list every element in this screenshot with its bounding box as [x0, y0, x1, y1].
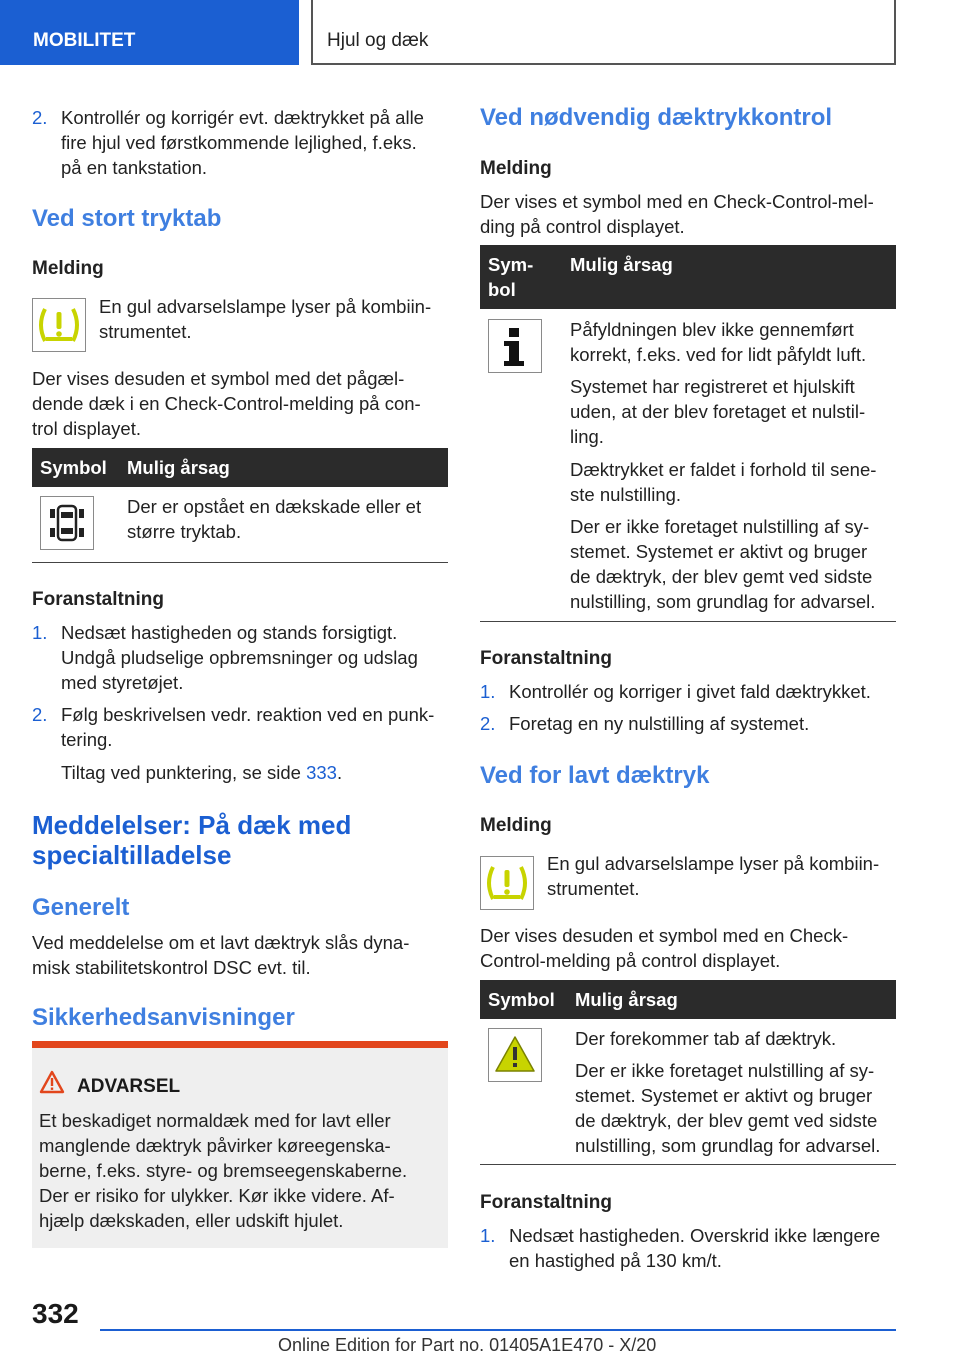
table-cell: stemet. Systemet er aktivt og bruger: [575, 1085, 873, 1106]
heading-lavt-daektryk: Ved for lavt dæktryk: [480, 762, 710, 789]
table-header: [480, 245, 896, 309]
heading-generelt: Generelt: [32, 894, 130, 921]
warning-title: ADVARSEL: [77, 1076, 181, 1097]
body-text: Der vises et symbol med en Check-Control-mel-: [480, 191, 874, 212]
body-text: trol displayet.: [32, 418, 141, 439]
heading-sikkerhed: Sikkerhedsanvisninger: [32, 1004, 295, 1031]
list-text: Foretag en ny nulstilling af systemet.: [509, 713, 810, 734]
warning-triangle-icon: [488, 1028, 542, 1082]
chapter-title: Hjul og dæk: [311, 0, 896, 65]
page-link[interactable]: 333: [306, 762, 337, 783]
heading-stort-tryktab: Ved stort tryktab: [32, 205, 222, 232]
list-text: en hastighed på 130 km/t.: [509, 1250, 722, 1271]
table-header: [480, 980, 896, 1019]
list-number: 2.: [32, 107, 48, 128]
body-text: dende dæk i en Check-Control-melding på con-: [32, 393, 421, 414]
warning-text: hjælp dækskaden, eller udskift hjulet.: [39, 1210, 344, 1231]
table-cell: ste nulstilling.: [570, 484, 682, 505]
subheading-melding: Melding: [480, 815, 552, 836]
body-text: Control-melding på control displayet.: [480, 950, 781, 971]
heading-noedvendig-kontrol: Ved nødvendig dæktrykkontrol: [480, 104, 833, 131]
table-divider: [480, 621, 896, 622]
table-cell: Der forekommer tab af dæktryk.: [575, 1028, 837, 1049]
lamp-text: En gul advarselslampe lyser på kombiin-: [99, 296, 432, 317]
list-number: 2.: [480, 713, 496, 734]
list-text: fire hjul ved førstkommende lejlighed, f.eks.: [61, 132, 417, 153]
column-header-symbol-line2: bol: [488, 279, 516, 300]
subheading-foranstaltning: Foranstaltning: [480, 1192, 612, 1213]
body-text: Der vises desuden et symbol med en Check-: [480, 925, 849, 946]
section-tab: MOBILITET: [0, 0, 299, 65]
table-cell: Påfyldningen blev ikke gennemført: [570, 319, 854, 340]
list-text: tering.: [61, 729, 113, 750]
table-cell: Der er ikke foretaget nulstilling af sy-: [575, 1060, 875, 1081]
table-cell: korrekt, f.eks. ved for lidt påfyldt luft.: [570, 344, 867, 365]
list-text: Nedsæt hastigheden og stands forsigtigt.: [61, 622, 398, 643]
table-header: [32, 448, 448, 487]
list-text: med styretøjet.: [61, 672, 184, 693]
warning-text: Et beskadiget normaldæk med for lavt eller: [39, 1110, 391, 1131]
list-text: Kontrollér og korriger i givet fald dæktrykket.: [509, 681, 871, 702]
list-number: 2.: [32, 704, 48, 725]
lamp-text: En gul advarselslampe lyser på kombiin-: [547, 853, 880, 874]
tire-pressure-warning-lamp-icon: [480, 856, 534, 910]
warning-text: manglende dæktryk påvirker køreegenska-: [39, 1135, 391, 1156]
column-header-symbol: Sym-: [488, 254, 534, 275]
heading-specialtilladelse: Meddelelser: På dæk med: [32, 810, 352, 840]
page-reference: [61, 760, 342, 785]
lamp-text: strumentet.: [547, 878, 640, 899]
column-header-symbol: Symbol: [40, 457, 107, 478]
warning-text: berne, f.eks. styre- og bremseegenskaberne.: [39, 1160, 408, 1181]
table-divider: [32, 562, 448, 563]
list-number: 1.: [480, 681, 496, 702]
page-number: 332: [32, 1298, 79, 1329]
table-cell: større tryktab.: [127, 521, 242, 542]
list-number: 1.: [480, 1225, 496, 1246]
subheading-foranstaltning: Foranstaltning: [32, 589, 164, 610]
table-cell: Dæktrykket er faldet i forhold til sene-: [570, 459, 877, 480]
reference-suffix: .: [336, 762, 343, 783]
table-cell: Der er opstået en dækskade eller et: [127, 496, 422, 517]
table-cell: ling.: [570, 426, 604, 447]
heading-specialtilladelse-line2: specialtilladelse: [32, 840, 232, 870]
list-text: Følg beskrivelsen vedr. reaktion ved en punk-: [61, 704, 435, 725]
lamp-text: strumentet.: [99, 321, 192, 342]
warning-box: [32, 1041, 448, 1248]
list-text: Kontrollér og korrigér evt. dæktrykket på alle: [61, 107, 424, 128]
column-header-cause: Mulig årsag: [127, 457, 230, 478]
body-text: Der vises desuden et symbol med det pågæl-: [32, 368, 405, 389]
list-text: Undgå pludselige opbremsninger og udslag: [61, 647, 418, 668]
body-text: ding på control displayet.: [480, 216, 685, 237]
table-cell: Systemet har registreret et hjulskift: [570, 376, 855, 397]
list-number: 1.: [32, 622, 48, 643]
edition-text: Online Edition for Part no. 01405A1E470 - X/20: [278, 1335, 657, 1355]
column-header-cause: Mulig årsag: [575, 989, 678, 1010]
table-cell: uden, at der blev foretaget et nulstil-: [570, 401, 866, 422]
table-cell: Der er ikke foretaget nulstilling af sy-: [570, 516, 870, 537]
warning-text: Der er risiko for ulykker. Kør ikke videre. Af-: [39, 1185, 395, 1206]
column-header-cause: Mulig årsag: [570, 254, 673, 275]
subheading-melding: Melding: [480, 158, 552, 179]
warning-triangle-icon: [39, 1070, 65, 1094]
subheading-melding: Melding: [32, 258, 104, 279]
column-header-symbol: Symbol: [488, 989, 555, 1010]
table-cell: de dæktryk, der blev gemt ved sidste: [575, 1110, 878, 1131]
car-tire-damage-icon: [40, 496, 94, 550]
body-text: misk stabilitetskontrol DSC evt. til.: [32, 957, 311, 978]
body-text: Ved meddelelse om et lavt dæktryk slås dyna-: [32, 932, 410, 953]
footer-rule: [100, 1329, 896, 1331]
table-cell: de dæktryk, der blev gemt ved sidste: [570, 566, 873, 587]
info-icon: [488, 319, 542, 373]
reference-text: Tiltag ved punktering, se side: [61, 762, 307, 783]
table-cell: nulstilling, som grundlag for advarsel.: [570, 591, 876, 612]
table-cell: nulstilling, som grundlag for advarsel.: [575, 1135, 881, 1156]
subheading-foranstaltning: Foranstaltning: [480, 648, 612, 669]
list-text: Nedsæt hastigheden. Overskrid ikke længere: [509, 1225, 881, 1246]
tire-pressure-warning-lamp-icon: [32, 298, 86, 352]
table-divider: [480, 1164, 896, 1165]
list-text: på en tankstation.: [61, 157, 208, 178]
table-cell: stemet. Systemet er aktivt og bruger: [570, 541, 868, 562]
